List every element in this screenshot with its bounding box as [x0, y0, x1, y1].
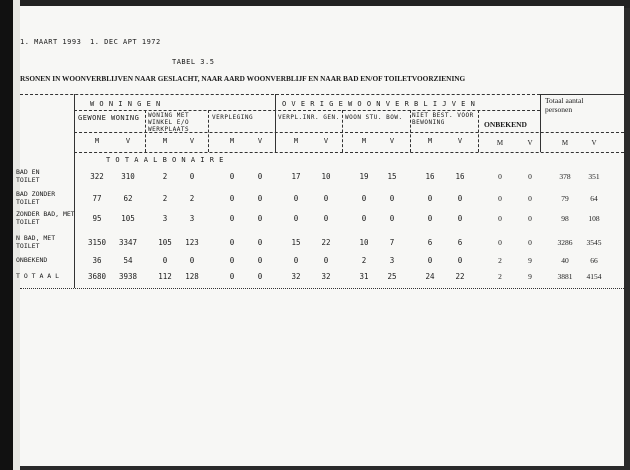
table-cell: 0 — [389, 194, 395, 203]
table-cell: 40 — [561, 256, 569, 265]
table-cell: 0 — [162, 256, 168, 265]
row-label: BAD EN — [16, 168, 40, 176]
header-verpleging: VERPLEGING — [212, 114, 254, 121]
table-cell: 0 — [498, 214, 502, 223]
table-cell: 0 — [427, 256, 433, 265]
group-overige: O V E R I G E W O O N V E R B L I J V E N — [282, 100, 476, 108]
header-m: M — [361, 137, 367, 145]
table-cell: 22 — [321, 238, 331, 247]
header-v: V — [527, 139, 533, 147]
table-cell: 25 — [387, 272, 397, 281]
table-cell: 15 — [387, 172, 397, 181]
row-label-sub: TOILET — [16, 198, 40, 206]
table-cell: 9 — [528, 272, 532, 281]
header-v: V — [591, 139, 597, 147]
table-cell: 3 — [162, 214, 168, 223]
header-total: Totaal aantal personen — [545, 96, 584, 114]
table-cell: 0 — [257, 238, 263, 247]
table-cell: 0 — [189, 172, 195, 181]
table-cell: 0 — [427, 194, 433, 203]
table-cell: 105 — [121, 214, 135, 223]
header-woning-winkel: WONING MET WINKEL E/O WERKPLAATS — [148, 112, 190, 133]
header-m: M — [427, 137, 433, 145]
table-cell: 15 — [291, 238, 301, 247]
col-divider — [410, 110, 411, 152]
row-label-sub: TOILET — [16, 218, 40, 226]
table-cell: 0 — [229, 256, 235, 265]
table-cell: 0 — [293, 256, 299, 265]
row-label-sub: TOILET — [16, 176, 40, 184]
table-cell: 0 — [323, 194, 329, 203]
table-cell: 2 — [498, 256, 502, 265]
table-cell: 32 — [321, 272, 331, 281]
table-cell: 16 — [425, 172, 435, 181]
table-title: RSONEN IN WOONVERBLIJVEN NAAR GESLACHT, NAAR AARD WOONVERBLIJF EN NAAR BAD EN/OF TOILETVOORZIENING — [20, 74, 466, 83]
table-cell: 62 — [123, 194, 133, 203]
table-cell: 0 — [189, 256, 195, 265]
table-cell: 0 — [257, 172, 263, 181]
header-m: M — [561, 139, 569, 147]
table-cell: 32 — [291, 272, 301, 281]
table-cell: 3680 — [87, 272, 107, 281]
section-heading: T O T A A L B O N A I R E — [106, 156, 224, 164]
row-label: ONBEKEND — [16, 256, 48, 264]
table-cell: 112 — [158, 272, 172, 281]
table-cell: 36 — [92, 256, 102, 265]
table-cell: 3 — [389, 256, 395, 265]
table-cell: 0 — [361, 214, 367, 223]
table-cell: 0 — [498, 238, 502, 247]
table-cell: 9 — [528, 256, 532, 265]
col-divider — [478, 110, 479, 152]
table-cell: 66 — [590, 256, 598, 265]
col-divider-group — [275, 94, 276, 152]
col-divider — [208, 110, 209, 152]
table-cell: 64 — [590, 194, 598, 203]
header-v: V — [323, 137, 329, 145]
table-cell: 95 — [92, 214, 102, 223]
group-woningen: W O N I N G E N — [90, 100, 161, 108]
table-cell: 2 — [189, 194, 195, 203]
header-rule-top — [20, 94, 540, 95]
header-v: V — [257, 137, 263, 145]
table-cell: 2 — [162, 194, 168, 203]
table-cell: 54 — [123, 256, 133, 265]
table-cell: 0 — [229, 172, 235, 181]
header-v: V — [189, 137, 195, 145]
table-number: TABEL 3.5 — [172, 58, 215, 66]
table-bottom-rule — [20, 288, 624, 289]
header-verpl-inr: VERPL.INR. GEN. — [278, 114, 340, 121]
date-right: 1. DEC APT 1972 — [90, 38, 161, 46]
table-cell: 0 — [498, 194, 502, 203]
table-cell: 0 — [323, 256, 329, 265]
header-niet-best: NIET BEST. VOOR BEWONING — [412, 112, 474, 126]
table-cell: 0 — [457, 256, 463, 265]
table-cell: 3938 — [118, 272, 138, 281]
table-cell: 0 — [457, 194, 463, 203]
table-cell: 351 — [588, 172, 600, 181]
header-rule-top-right — [540, 94, 624, 95]
col-divider-label — [74, 94, 75, 288]
table-cell: 0 — [457, 214, 463, 223]
header-v: V — [389, 137, 395, 145]
table-cell: 0 — [257, 272, 263, 281]
table-cell: 128 — [185, 272, 199, 281]
table-cell: 79 — [561, 194, 569, 203]
table-cell: 6 — [457, 238, 463, 247]
table-cell: 0 — [257, 256, 263, 265]
table-cell: 378 — [559, 172, 571, 181]
table-cell: 0 — [229, 194, 235, 203]
table-cell: 0 — [229, 272, 235, 281]
table-cell: 0 — [229, 214, 235, 223]
table-cell: 0 — [293, 194, 299, 203]
table-cell: 2 — [162, 172, 168, 181]
table-cell: 322 — [90, 172, 104, 181]
header-woon-stu: WOON STU. BOW. — [345, 114, 403, 121]
row-label: BAD ZONDER — [16, 190, 56, 198]
header-gewone-woning: GEWONE WONING — [78, 114, 140, 122]
table-cell: 108 — [588, 214, 600, 223]
date-left: 1. MAART 1993 — [20, 38, 82, 46]
header-rule-group — [74, 110, 540, 111]
header-m: M — [229, 137, 235, 145]
header-onbekend: ONBEKEND — [484, 120, 527, 129]
row-label: N BAD, MET — [16, 234, 56, 242]
table-cell: 4154 — [586, 272, 602, 281]
table-cell: 0 — [528, 172, 532, 181]
table-cell: 0 — [498, 172, 502, 181]
header-m: M — [496, 139, 504, 147]
table-cell: 0 — [528, 194, 532, 203]
table-cell: 0 — [528, 214, 532, 223]
table-cell: 2 — [498, 272, 502, 281]
table-cell: 3545 — [586, 238, 602, 247]
header-m: M — [293, 137, 299, 145]
row-label: ZONDER BAD, MET — [16, 210, 75, 218]
table-cell: 0 — [257, 194, 263, 203]
header-m: M — [162, 137, 168, 145]
table-cell: 0 — [257, 214, 263, 223]
table-cell: 3 — [189, 214, 195, 223]
header-rule-mv — [74, 152, 624, 153]
col-divider — [342, 110, 343, 152]
document-page — [16, 6, 624, 466]
table-cell: 22 — [455, 272, 465, 281]
table-cell: 98 — [561, 214, 569, 223]
header-m: M — [94, 137, 100, 145]
table-cell: 6 — [427, 238, 433, 247]
table-cell: 31 — [359, 272, 369, 281]
table-cell: 0 — [389, 214, 395, 223]
table-cell: 24 — [425, 272, 435, 281]
table-cell: 0 — [528, 238, 532, 247]
table-cell: 7 — [389, 238, 395, 247]
table-cell: 310 — [121, 172, 135, 181]
header-v: V — [457, 137, 463, 145]
table-cell: 0 — [293, 214, 299, 223]
header-v: V — [125, 137, 131, 145]
table-cell: 0 — [427, 214, 433, 223]
table-cell: 123 — [185, 238, 199, 247]
table-cell: 2 — [361, 256, 367, 265]
table-cell: 10 — [321, 172, 331, 181]
table-cell: 0 — [361, 194, 367, 203]
table-cell: 0 — [323, 214, 329, 223]
table-cell: 3347 — [118, 238, 138, 247]
table-cell: 17 — [291, 172, 301, 181]
table-cell: 10 — [359, 238, 369, 247]
table-cell: 3881 — [557, 272, 573, 281]
table-cell: 3150 — [87, 238, 107, 247]
row-label: T O T A A L — [16, 272, 60, 280]
table-cell: 77 — [92, 194, 102, 203]
row-label-sub: TOILET — [16, 242, 40, 250]
table-cell: 105 — [158, 238, 172, 247]
table-cell: 0 — [229, 238, 235, 247]
table-cell: 16 — [455, 172, 465, 181]
table-cell: 3286 — [557, 238, 573, 247]
table-cell: 19 — [359, 172, 369, 181]
col-divider — [145, 110, 146, 152]
